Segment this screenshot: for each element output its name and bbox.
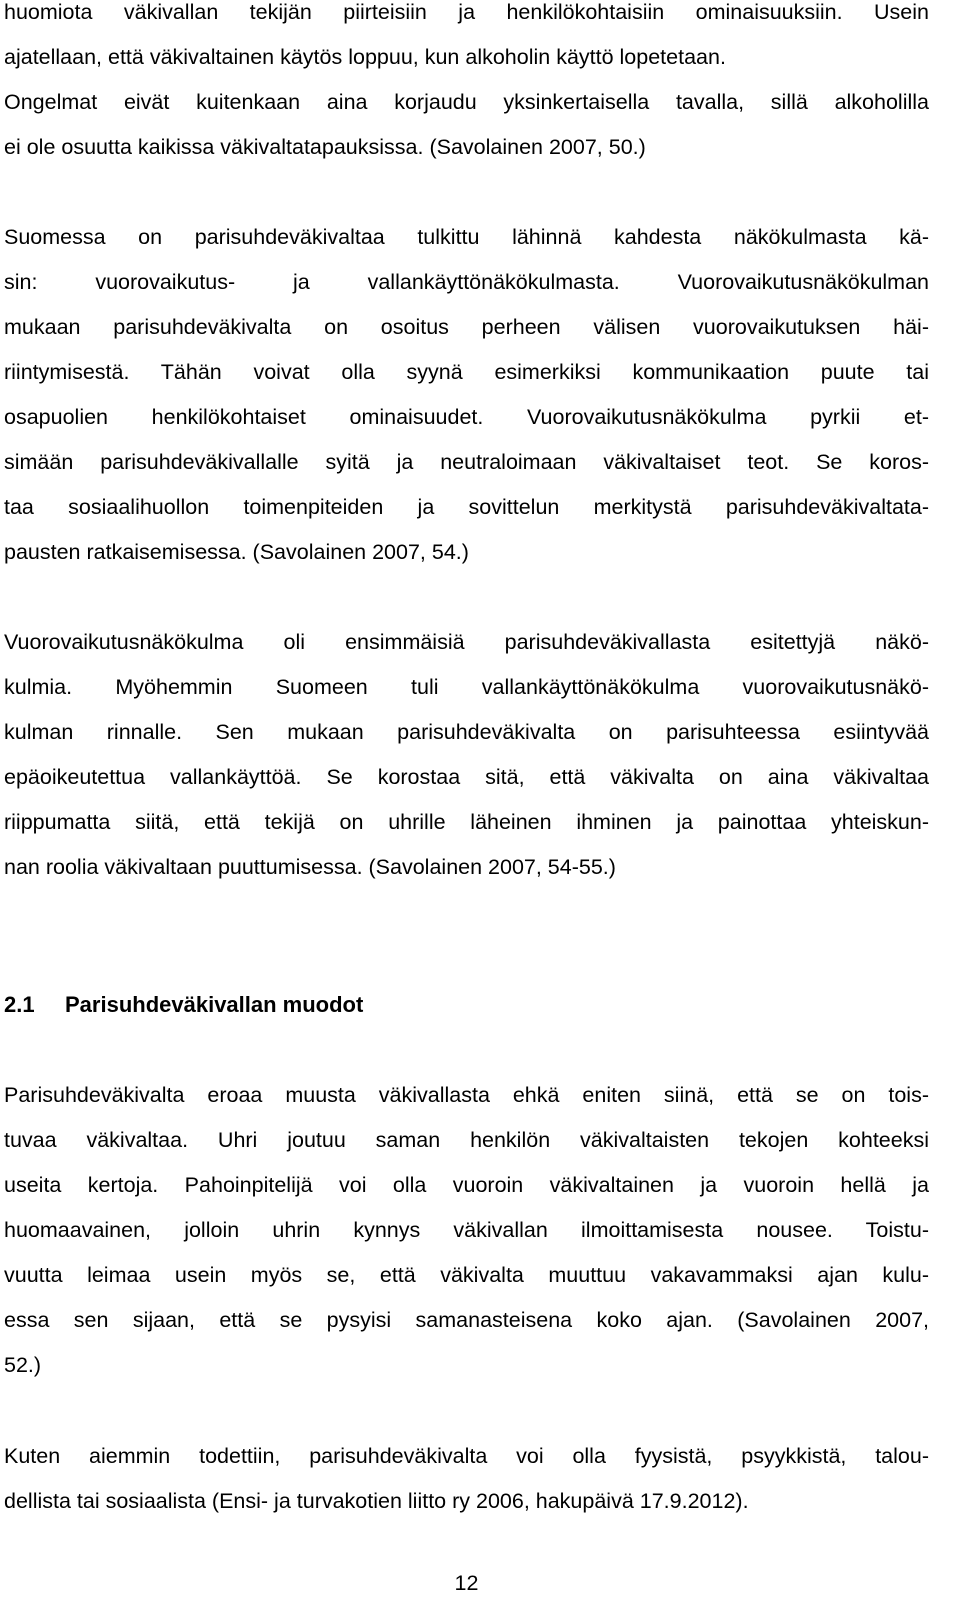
- text-line: 52.): [4, 1353, 42, 1377]
- text-line: epäoikeutettua vallankäyttöä. Se korostaa sitä, että väkivalta on aina väkivaltaa: [4, 765, 929, 789]
- section-title: Parisuhdeväkivallan muodot: [65, 992, 364, 1017]
- text-line: kulman rinnalle. Sen mukaan parisuhdeväkivalta on parisuhteessa esiintyvää: [4, 720, 929, 744]
- text-line: riippumatta siitä, että tekijä on uhrille läheinen ihminen ja painottaa yhteiskun-: [4, 810, 929, 834]
- text-line: Vuorovaikutusnäkökulma oli ensimmäisiä parisuhdeväkivallasta esitettyjä näkö-: [4, 630, 929, 654]
- text-line: dellista tai sosiaalista (Ensi- ja turvakotien liitto ry 2006, hakupäivä 17.9.2012).: [4, 1489, 749, 1513]
- text-line: mukaan parisuhdeväkivalta on osoitus perheen välisen vuorovaikutuksen häi-: [4, 315, 929, 339]
- text-line: essa sen sijaan, että se pysyisi samanasteisena koko ajan. (Savolainen 2007,: [4, 1308, 929, 1332]
- text-line: huomiota väkivallan tekijän piirteisiin ja henkilökohtaisiin ominaisuuksiin. Usein: [4, 0, 929, 24]
- text-line: huomaavainen, jolloin uhrin kynnys väkivallan ilmoittamisesta nousee. Toistu-: [4, 1218, 929, 1242]
- text-line: riintymisestä. Tähän voivat olla syynä esimerkiksi kommunikaation puute tai: [4, 360, 929, 384]
- text-line: Ongelmat eivät kuitenkaan aina korjaudu yksinkertaisella tavalla, sillä alkoholilla: [4, 90, 929, 114]
- section-heading: [4, 990, 363, 1020]
- text-line: tuvaa väkivaltaa. Uhri joutuu saman henkilön väkivaltaisten tekojen kohteeksi: [4, 1128, 929, 1152]
- text-line: vuutta leimaa usein myös se, että väkivalta muuttuu vakavammaksi ajan kulu-: [4, 1263, 929, 1287]
- text-line: Kuten aiemmin todettiin, parisuhdeväkivalta voi olla fyysistä, psyykkistä, talou-: [4, 1444, 929, 1468]
- text-line: nan roolia väkivaltaan puuttumisessa. (Savolainen 2007, 54-55.): [4, 855, 616, 879]
- text-line: ajatellaan, että väkivaltainen käytös loppuu, kun alkoholin käyttö lopetetaan.: [4, 45, 726, 69]
- text-line: useita kertoja. Pahoinpitelijä voi olla vuoroin väkivaltainen ja vuoroin hellä ja: [4, 1173, 929, 1197]
- page-number: 12: [454, 1571, 479, 1595]
- text-line: kulmia. Myöhemmin Suomeen tuli vallankäyttönäkökulma vuorovaikutusnäkö-: [4, 675, 929, 699]
- section-number: 2.1: [4, 992, 35, 1017]
- text-line: simään parisuhdeväkivallalle syitä ja neutraloimaan väkivaltaiset teot. Se koros-: [4, 450, 929, 474]
- text-line: osapuolien henkilökohtaiset ominaisuudet. Vuorovaikutusnäkökulma pyrkii et-: [4, 405, 929, 429]
- text-line: taa sosiaalihuollon toimenpiteiden ja sovittelun merkitystä parisuhdeväkivaltata-: [4, 495, 929, 519]
- text-line: ei ole osuutta kaikissa väkivaltatapauksissa. (Savolainen 2007, 50.): [4, 135, 646, 159]
- text-line: pausten ratkaisemisessa. (Savolainen 2007, 54.): [4, 540, 469, 564]
- text-line: sin: vuorovaikutus- ja vallankäyttönäkökulmasta. Vuorovaikutusnäkökulman: [4, 270, 929, 294]
- text-line: Parisuhdeväkivalta eroaa muusta väkivallasta ehkä eniten siinä, että se on tois-: [4, 1083, 929, 1107]
- text-line: Suomessa on parisuhdeväkivaltaa tulkittu lähinnä kahdesta näkökulmasta kä-: [4, 225, 929, 249]
